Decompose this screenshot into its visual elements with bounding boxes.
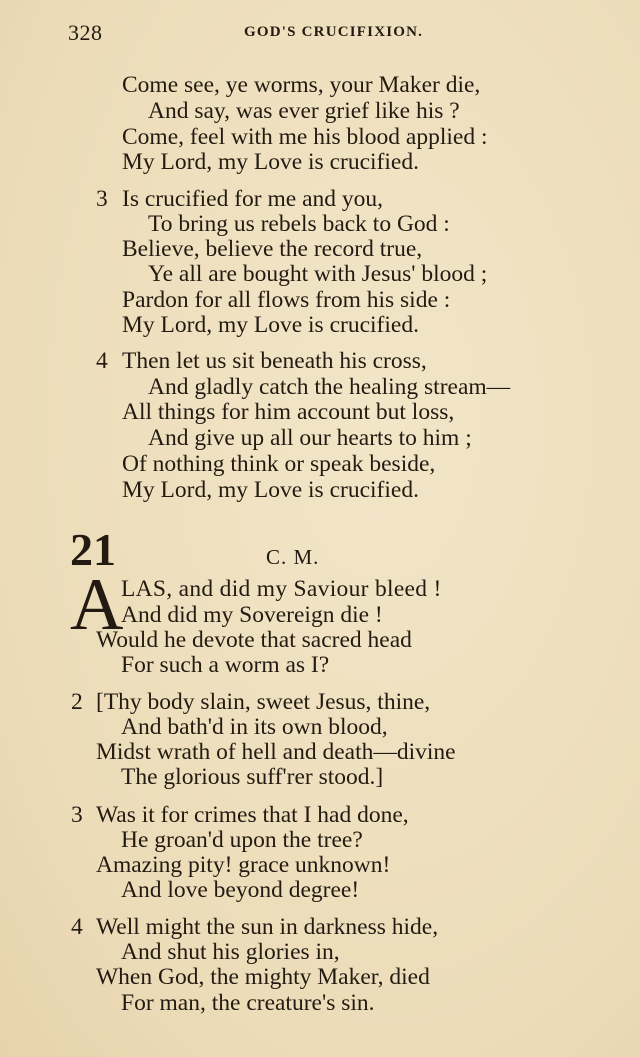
verse-line: Was it for crimes that I had done, bbox=[96, 802, 409, 828]
verse-line: My Lord, my Love is crucified. bbox=[122, 312, 419, 338]
verse-line: And give up all our hearts to him ; bbox=[148, 425, 472, 451]
verse-line: The glorious suff'rer stood.] bbox=[121, 764, 384, 790]
verse-line: Is crucified for me and you, bbox=[122, 186, 384, 212]
hymn-meter: C. M. bbox=[266, 545, 320, 569]
verse-number: 4 bbox=[96, 348, 108, 374]
drop-cap: A bbox=[70, 564, 124, 646]
verse-line: To bring us rebels back to God : bbox=[148, 211, 450, 237]
hymn-number: 21 bbox=[70, 524, 116, 575]
verse-number: 4 bbox=[71, 914, 83, 940]
verse-line: Well might the sun in darkness hide, bbox=[96, 914, 439, 940]
verse-line: And love beyond degree! bbox=[121, 877, 360, 903]
verse-line: And bath'd in its own blood, bbox=[121, 714, 388, 740]
verse-line: [Thy body slain, sweet Jesus, thine, bbox=[96, 689, 431, 715]
verse-line: And say, was ever grief like his ? bbox=[148, 98, 460, 124]
verse-line: And gladly catch the healing stream— bbox=[148, 374, 511, 400]
page-number: 328 bbox=[68, 20, 103, 45]
verse-line: He groan'd upon the tree? bbox=[121, 827, 363, 853]
verse-line: Midst wrath of hell and death—divine bbox=[96, 739, 456, 765]
verse-line: Believe, believe the record true, bbox=[122, 236, 423, 262]
verse-line: For such a worm as I? bbox=[121, 652, 330, 678]
verse-line: My Lord, my Love is crucified. bbox=[122, 149, 419, 175]
verse-line: For man, the creature's sin. bbox=[121, 990, 375, 1016]
verse-line: Of nothing think or speak beside, bbox=[122, 451, 436, 477]
running-head: GOD'S CRUCIFIXION. bbox=[244, 24, 424, 40]
verse-number: 3 bbox=[71, 802, 83, 828]
verse-line: Pardon for all flows from his side : bbox=[122, 287, 451, 313]
verse-line: All things for him account but loss, bbox=[122, 399, 455, 425]
verse-number: 2 bbox=[71, 689, 83, 715]
verse-line: LAS, and did my Saviour bleed ! bbox=[121, 576, 442, 602]
verse-line: Amazing pity! grace unknown! bbox=[96, 852, 391, 878]
page-header bbox=[68, 20, 568, 52]
verse-line: And shut his glories in, bbox=[121, 939, 340, 965]
verse-line: Come see, ye worms, your Maker die, bbox=[122, 72, 481, 98]
verse-number: 3 bbox=[96, 186, 108, 212]
verse-line: And did my Sovereign die ! bbox=[121, 602, 383, 628]
verse-line: Ye all are bought with Jesus' blood ; bbox=[148, 261, 488, 287]
verse-line: My Lord, my Love is crucified. bbox=[122, 477, 419, 503]
verse-line: When God, the mighty Maker, died bbox=[96, 964, 430, 990]
verse-line: Would he devote that sacred head bbox=[96, 627, 412, 653]
verse-line: Then let us sit beneath his cross, bbox=[122, 348, 427, 374]
verse-line: Come, feel with me his blood applied : bbox=[122, 124, 488, 150]
